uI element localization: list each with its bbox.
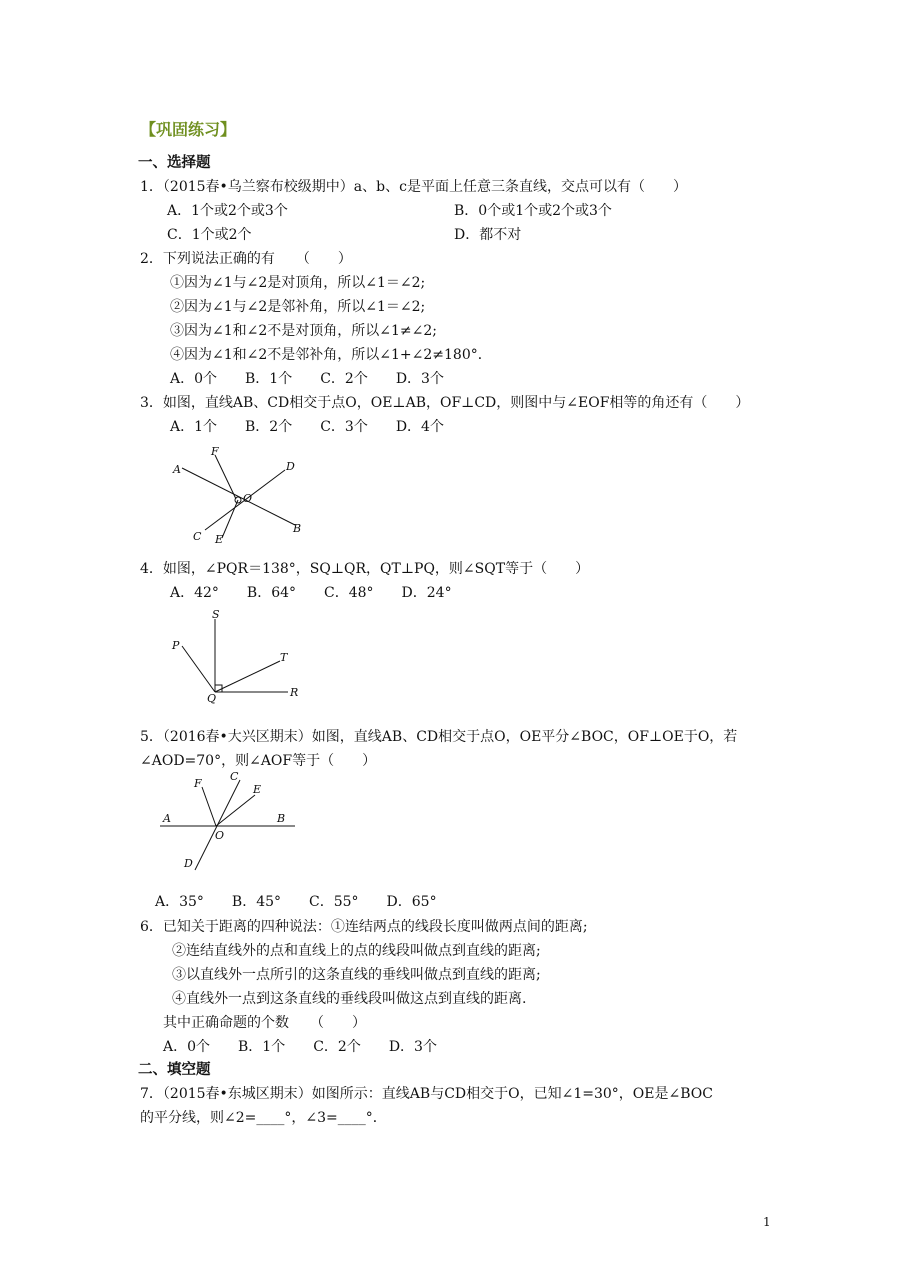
q6-statement-3: ③以直线外一点所引的这条直线的垂线叫做点到直线的距离;: [172, 967, 541, 983]
section-heading-choice: 一、选择题: [138, 154, 211, 171]
q3-label-b: B: [293, 522, 302, 535]
q3-figure: [160, 440, 310, 550]
q2-statement-4: ④因为∠1和∠2不是邻补角，所以∠1+∠2≠180°．: [170, 347, 492, 363]
q6-stem: 6．已知关于距离的四种说法：①连结两点的线段长度叫做两点间的距离;: [140, 919, 588, 935]
q2-statement-2: ②因为∠1与∠2是邻补角，所以∠1＝∠2;: [170, 299, 426, 315]
q2-stem: 2．下列说法正确的有 （ ）: [140, 251, 352, 267]
q5-label-d: D: [184, 857, 193, 870]
q3-label-c: C: [193, 530, 202, 543]
q4-label-q: Q: [207, 692, 217, 705]
q7-stem-line1: 7．（2015春•东城区期末）如图所示：直线AB与CD相交于O，已知∠1=30°，OE是∠BOC: [140, 1086, 713, 1102]
q1-option-d: D．都不对: [454, 227, 522, 243]
q6-options: A．0个 B．1个 C．2个 D．3个: [163, 1039, 437, 1055]
q5-label-f: F: [194, 777, 202, 790]
q2-options: A．0个 B．1个 C．2个 D．3个: [170, 371, 444, 387]
q1-option-b: B．0个或1个或2个或3个: [454, 203, 612, 219]
q5-label-e: E: [253, 783, 262, 796]
q7-stem-line2: 的平分线，则∠2=____°，∠3=____°．: [140, 1110, 387, 1126]
q5-stem-line2: ∠AOD=70°，则∠AOF等于（ ）: [140, 753, 377, 769]
q3-label-o: O: [243, 492, 253, 505]
q5-options: A．35° B．45° C．55° D．65°: [155, 894, 437, 910]
q1-stem: 1．（2015春•乌兰察布校级期中）a、b、c是平面上任意三条直线，交点可以有（ ）: [140, 179, 687, 195]
section-heading-fill: 二、填空题: [138, 1061, 211, 1078]
q4-label-p: P: [172, 639, 180, 652]
q6-statement-2: ②连结直线外的点和直线上的点的线段叫做点到直线的距离;: [172, 943, 541, 959]
q4-label-s: S: [212, 608, 220, 621]
q4-stem: 4．如图，∠PQR＝138°，SQ⊥QR，QT⊥PQ，则∠SQT等于（ ）: [140, 561, 590, 577]
q3-label-a: A: [173, 463, 181, 476]
q5-figure: [150, 765, 310, 877]
q3-options: A．1个 B．2个 C．3个 D．4个: [170, 419, 444, 435]
q1-option-c: C．1个或2个: [167, 227, 252, 243]
q5-label-c: C: [230, 770, 239, 783]
q3-label-e: E: [215, 533, 224, 546]
q5-label-b: B: [277, 812, 286, 825]
q2-statement-1: ①因为∠1与∠2是对顶角，所以∠1＝∠2;: [170, 275, 426, 291]
q4-label-r: R: [290, 686, 299, 699]
q4-label-t: T: [280, 651, 288, 664]
q5-stem-line1: 5．（2016春•大兴区期末）如图，直线AB、CD相交于点O，OE平分∠BOC，OF⊥OE于O，若: [140, 729, 738, 745]
q2-statement-3: ③因为∠1和∠2不是对顶角，所以∠1≠∠2;: [170, 323, 437, 339]
q3-stem: 3．如图，直线AB、CD相交于点O，OE⊥AB，OF⊥CD，则图中与∠EOF相等的角还有（ ）: [140, 395, 750, 411]
q5-label-a: A: [163, 812, 171, 825]
q3-label-d: D: [286, 460, 295, 473]
q4-figure: [165, 605, 315, 705]
q4-options: A．42° B．64° C．48° D．24°: [170, 585, 452, 601]
q1-option-a: A．1个或2个或3个: [167, 203, 288, 219]
page-title: 【巩固练习】: [140, 120, 237, 139]
q6-statement-4: ④直线外一点到这条直线的垂线段叫做这点到直线的距离.: [172, 991, 527, 1007]
q3-label-f: F: [211, 445, 219, 458]
q6-question: 其中正确命题的个数 （ ）: [163, 1015, 366, 1031]
page-number: 1: [763, 1215, 771, 1229]
q5-label-o: O: [215, 829, 225, 842]
